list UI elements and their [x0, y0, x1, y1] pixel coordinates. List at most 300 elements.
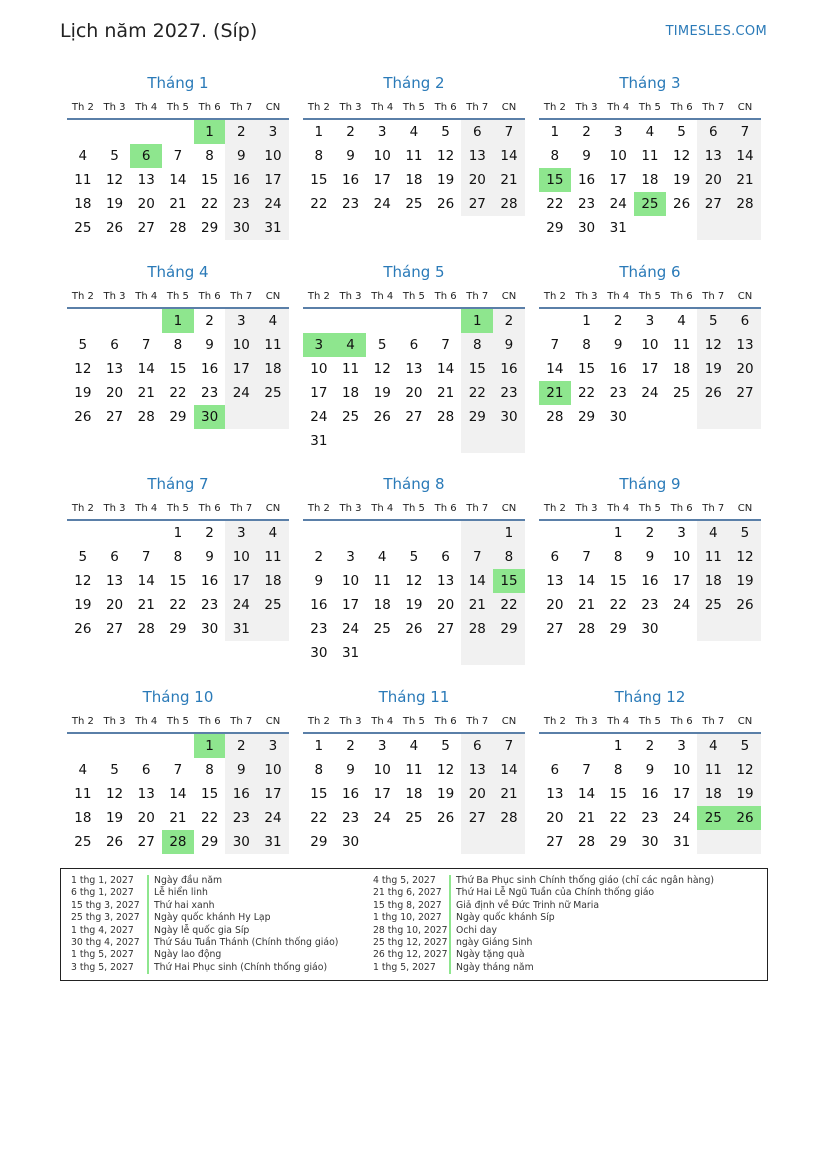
empty-day-cell	[634, 405, 666, 429]
day-cell: 14	[169, 786, 187, 802]
empty-day-cell	[697, 216, 729, 240]
day-cell: 20	[729, 357, 761, 381]
holiday-day-cell: 30	[194, 405, 226, 429]
day-cell: 8	[493, 545, 525, 569]
day-cell: 18	[697, 782, 729, 806]
day-cell: 16	[201, 573, 219, 589]
day-cell: 6	[461, 120, 493, 144]
day-cell: 1	[613, 738, 623, 754]
day-cell: 7	[441, 337, 450, 353]
day-cell: 13	[105, 361, 124, 377]
day-cell: 17	[225, 569, 257, 593]
day-cell: 29	[609, 621, 627, 637]
day-cell: 28	[729, 192, 761, 216]
day-cell: 11	[74, 172, 92, 188]
day-cell: 28	[137, 621, 155, 637]
month-block	[303, 686, 525, 854]
day-cell: 27	[105, 621, 124, 637]
day-cell: 14	[493, 758, 525, 782]
empty-day-cell	[162, 120, 194, 144]
legend-item	[71, 912, 338, 924]
month-block	[303, 473, 525, 665]
day-cell: 3	[677, 738, 686, 754]
legend-marker	[449, 887, 451, 899]
empty-day-cell	[539, 734, 571, 758]
day-cell: 30	[493, 405, 525, 429]
day-cell: 7	[173, 148, 183, 164]
day-cell: 4	[409, 124, 419, 140]
day-cell: 24	[609, 196, 627, 212]
weekday-label: Th 4	[607, 290, 630, 302]
day-cell: 13	[137, 786, 155, 802]
holiday-day-cell: 26	[729, 806, 761, 830]
day-cell: 30	[225, 830, 257, 854]
day-cell: 2	[613, 313, 623, 329]
day-cell: 8	[173, 549, 183, 565]
holiday-day-cell: 28	[162, 830, 194, 854]
day-cell: 13	[137, 172, 155, 188]
day-cell: 2	[225, 120, 257, 144]
day-cell: 3	[225, 309, 257, 333]
day-grid	[303, 521, 525, 665]
day-cell: 7	[493, 120, 525, 144]
day-cell: 1	[550, 124, 560, 140]
day-cell: 10	[225, 545, 257, 569]
month-title: Tháng 2	[383, 74, 445, 92]
day-cell: 15	[609, 786, 627, 802]
day-cell: 6	[550, 549, 560, 565]
day-cell: 6	[441, 549, 450, 565]
empty-day-cell	[666, 617, 698, 641]
day-cell: 20	[546, 597, 564, 613]
day-cell: 7	[173, 762, 183, 778]
day-cell: 9	[645, 549, 655, 565]
day-cell: 23	[225, 192, 257, 216]
day-cell: 12	[437, 148, 455, 164]
day-cell: 25	[405, 196, 423, 212]
day-cell: 18	[74, 196, 92, 212]
legend-date: 15 thg 8, 2027	[373, 899, 442, 911]
holiday-day-cell: 1	[162, 309, 194, 333]
legend-item	[373, 962, 714, 974]
holiday-day-cell: 6	[130, 144, 162, 168]
day-cell: 31	[310, 433, 328, 449]
day-cell: 23	[341, 810, 360, 826]
day-cell: 10	[225, 333, 257, 357]
site-link[interactable]: TIMESLES.COM	[665, 24, 767, 39]
day-cell: 13	[729, 333, 761, 357]
day-cell: 27	[729, 381, 761, 405]
day-cell: 19	[74, 385, 92, 401]
day-cell: 25	[257, 381, 289, 405]
day-cell: 5	[110, 148, 119, 164]
weekday-label: Th 2	[543, 290, 566, 302]
weekday-label: Th 3	[103, 290, 126, 302]
holiday-day-cell: 21	[539, 381, 571, 405]
day-grid	[67, 309, 289, 429]
day-grid	[67, 120, 289, 240]
day-cell: 2	[225, 734, 257, 758]
weekday-label: Th 2	[71, 290, 94, 302]
day-cell: 16	[341, 172, 360, 188]
weekday-label: Th 7	[702, 101, 725, 113]
day-cell: 20	[105, 385, 124, 401]
day-cell: 4	[409, 738, 419, 754]
legend-name: Ngày lao động	[154, 949, 222, 961]
day-cell: 31	[609, 220, 627, 236]
empty-day-cell	[729, 617, 761, 641]
weekday-label: Th 6	[434, 502, 457, 514]
day-cell: 1	[173, 525, 183, 541]
day-cell: 26	[437, 196, 455, 212]
day-cell: 21	[461, 593, 493, 617]
day-cell: 1	[613, 525, 623, 541]
day-cell: 3	[677, 525, 686, 541]
holiday-day-cell: 1	[194, 734, 226, 758]
weekday-label: Th 3	[103, 101, 126, 113]
day-cell: 26	[74, 409, 92, 425]
day-cell: 28	[169, 220, 187, 236]
weekday-label: Th 3	[103, 502, 126, 514]
empty-day-cell	[697, 830, 729, 854]
day-cell: 6	[461, 734, 493, 758]
day-cell: 21	[577, 810, 596, 826]
day-cell: 3	[377, 738, 387, 754]
day-cell: 8	[582, 337, 591, 353]
day-cell: 25	[74, 834, 92, 850]
day-cell: 6	[141, 762, 151, 778]
empty-day-cell	[366, 429, 398, 453]
day-cell: 3	[613, 124, 623, 140]
legend-date: 30 thg 4, 2027	[71, 936, 140, 948]
day-cell: 14	[437, 361, 455, 377]
legend-name: Ngày quốc khánh Hy Lạp	[154, 912, 271, 924]
month-title: Tháng 7	[147, 475, 209, 493]
day-cell: 24	[641, 385, 659, 401]
day-cell: 12	[373, 361, 391, 377]
empty-day-cell	[430, 429, 462, 453]
empty-day-cell	[335, 521, 367, 545]
legend-date: 26 thg 12, 2027	[373, 949, 448, 961]
empty-day-cell	[571, 521, 603, 545]
empty-day-cell	[130, 734, 162, 758]
legend-marker	[147, 937, 149, 949]
weekday-label: Th 4	[607, 715, 630, 727]
weekday-label: Th 7	[230, 715, 253, 727]
day-cell: 8	[205, 148, 214, 164]
day-cell: 18	[673, 361, 691, 377]
day-cell: 23	[201, 597, 219, 613]
weekday-label: Th 6	[198, 290, 221, 302]
legend-date: 25 thg 12, 2027	[373, 936, 448, 948]
empty-day-cell	[162, 734, 194, 758]
day-cell: 31	[257, 216, 289, 240]
day-cell: 14	[493, 144, 525, 168]
day-cell: 18	[405, 172, 423, 188]
day-cell: 10	[373, 762, 391, 778]
legend-name: Thứ Ba Phục sinh Chính thống giáo (chỉ các ngân hàng)	[456, 875, 714, 886]
weekday-label: Th 6	[670, 502, 693, 514]
day-cell: 9	[346, 762, 355, 778]
day-cell: 18	[257, 569, 289, 593]
day-cell: 4	[257, 309, 289, 333]
weekday-label: Th 5	[638, 715, 661, 727]
day-cell: 21	[577, 597, 596, 613]
weekday-label: Th 5	[166, 101, 189, 113]
day-cell: 14	[137, 361, 155, 377]
day-cell: 31	[673, 834, 691, 850]
month-block	[539, 72, 761, 240]
day-cell: 23	[310, 621, 328, 637]
empty-day-cell	[571, 734, 603, 758]
day-cell: 7	[729, 120, 761, 144]
day-cell: 27	[437, 621, 455, 637]
day-cell: 7	[461, 545, 493, 569]
legend-marker	[449, 900, 451, 912]
empty-day-cell	[99, 521, 131, 545]
day-cell: 11	[257, 545, 289, 569]
day-cell: 3	[346, 549, 355, 565]
legend-name: Ngày đầu năm	[154, 875, 223, 886]
day-cell: 21	[169, 810, 187, 826]
day-cell: 6	[697, 120, 729, 144]
weekday-label: CN	[265, 715, 281, 727]
weekday-label: Th 7	[466, 101, 489, 113]
day-cell: 6	[550, 762, 560, 778]
empty-day-cell	[225, 405, 257, 429]
day-cell: 18	[257, 357, 289, 381]
day-cell: 2	[645, 738, 655, 754]
day-cell: 9	[314, 573, 324, 589]
day-cell: 5	[377, 337, 387, 353]
day-cell: 17	[225, 357, 257, 381]
legend-date: 1 thg 4, 2027	[71, 924, 134, 936]
weekday-label: Th 6	[198, 715, 221, 727]
day-cell: 16	[225, 168, 257, 192]
empty-day-cell	[130, 309, 162, 333]
empty-day-cell	[335, 429, 367, 453]
day-cell: 18	[373, 597, 391, 613]
day-cell: 11	[641, 148, 659, 164]
day-cell: 26	[437, 810, 455, 826]
weekday-label: Th 5	[402, 502, 425, 514]
day-cell: 23	[201, 385, 219, 401]
day-cell: 17	[373, 172, 391, 188]
weekday-label: Th 7	[230, 502, 253, 514]
day-cell: 22	[493, 593, 525, 617]
day-cell: 21	[493, 782, 525, 806]
day-cell: 16	[310, 597, 328, 613]
weekday-label: Th 3	[575, 502, 598, 514]
month-block	[303, 261, 525, 453]
day-cell: 17	[609, 172, 627, 188]
day-cell: 1	[314, 738, 324, 754]
empty-day-cell	[130, 521, 162, 545]
weekday-label: Th 6	[434, 101, 457, 113]
legend-marker	[147, 962, 149, 974]
day-cell: 9	[613, 337, 623, 353]
day-cell: 5	[729, 521, 761, 545]
day-cell: 25	[673, 385, 691, 401]
day-cell: 15	[201, 786, 219, 802]
day-cell: 5	[78, 337, 88, 353]
day-grid	[539, 734, 761, 854]
day-cell: 8	[205, 762, 214, 778]
day-cell: 5	[677, 124, 686, 140]
month-block	[67, 686, 289, 854]
month-title: Tháng 3	[619, 74, 681, 92]
weekday-header	[67, 497, 289, 521]
day-cell: 3	[377, 124, 387, 140]
day-cell: 9	[225, 758, 257, 782]
day-cell: 12	[405, 573, 423, 589]
legend-marker	[449, 962, 451, 974]
weekday-label: CN	[501, 101, 517, 113]
day-grid	[303, 120, 525, 216]
weekday-label: Th 4	[371, 502, 394, 514]
day-cell: 22	[577, 385, 596, 401]
month-block	[303, 72, 525, 216]
empty-day-cell	[366, 521, 398, 545]
day-cell: 30	[577, 220, 596, 236]
day-cell: 7	[582, 549, 591, 565]
day-cell: 8	[461, 333, 493, 357]
weekday-label: Th 2	[307, 715, 330, 727]
day-cell: 28	[137, 409, 155, 425]
empty-day-cell	[461, 521, 493, 545]
day-cell: 26	[105, 834, 124, 850]
day-cell: 27	[137, 834, 155, 850]
day-cell: 29	[201, 834, 219, 850]
day-grid	[303, 309, 525, 453]
holiday-day-cell: 1	[194, 120, 226, 144]
month-title: Tháng 10	[142, 688, 214, 706]
legend-name: Thứ Sáu Tuần Thánh (Chính thống giáo)	[154, 936, 339, 948]
legend-item	[373, 875, 714, 887]
day-cell: 19	[729, 569, 761, 593]
day-cell: 2	[314, 549, 324, 565]
day-cell: 27	[697, 192, 729, 216]
empty-day-cell	[729, 830, 761, 854]
day-cell: 30	[225, 216, 257, 240]
weekday-label: Th 2	[307, 101, 330, 113]
day-cell: 17	[257, 782, 289, 806]
legend-item	[373, 900, 714, 912]
legend-column-left	[71, 875, 338, 974]
day-cell: 5	[729, 734, 761, 758]
day-cell: 13	[105, 573, 124, 589]
weekday-header	[539, 497, 761, 521]
weekday-header	[539, 710, 761, 734]
day-cell: 16	[577, 172, 596, 188]
day-cell: 18	[697, 569, 729, 593]
weekday-label: Th 6	[670, 715, 693, 727]
legend-name: Ngày lễ quốc gia Síp	[154, 924, 250, 936]
day-cell: 2	[346, 738, 355, 754]
day-cell: 2	[205, 313, 214, 329]
day-cell: 24	[257, 806, 289, 830]
empty-day-cell	[67, 309, 99, 333]
day-cell: 10	[609, 148, 627, 164]
day-cell: 30	[609, 409, 627, 425]
empty-day-cell	[130, 120, 162, 144]
day-grid	[539, 120, 761, 240]
empty-day-cell	[666, 216, 698, 240]
day-cell: 12	[105, 172, 124, 188]
day-cell: 22	[609, 597, 627, 613]
empty-day-cell	[729, 405, 761, 429]
day-cell: 19	[373, 385, 391, 401]
day-cell: 27	[137, 220, 155, 236]
day-cell: 20	[461, 782, 493, 806]
day-cell: 14	[461, 569, 493, 593]
legend-marker	[147, 900, 149, 912]
legend-name: Ngày quốc khánh Síp	[456, 912, 555, 924]
legend-name: ngày Giáng Sinh	[456, 936, 533, 948]
day-cell: 4	[257, 521, 289, 545]
legend-item	[373, 925, 714, 937]
day-cell: 4	[78, 762, 88, 778]
legend-marker	[449, 875, 451, 887]
day-cell: 14	[137, 573, 155, 589]
day-cell: 30	[310, 645, 328, 661]
legend-marker	[449, 937, 451, 949]
weekday-label: Th 6	[434, 715, 457, 727]
month-block	[539, 686, 761, 854]
empty-day-cell	[461, 429, 493, 453]
day-cell: 13	[546, 786, 564, 802]
day-cell: 18	[341, 385, 360, 401]
month-title: Tháng 11	[378, 688, 450, 706]
day-cell: 2	[493, 309, 525, 333]
day-cell: 31	[225, 617, 257, 641]
weekday-label: Th 3	[339, 502, 362, 514]
day-cell: 8	[314, 148, 324, 164]
day-cell: 11	[74, 786, 92, 802]
day-cell: 30	[641, 621, 659, 637]
day-cell: 13	[405, 361, 423, 377]
weekday-label: CN	[737, 715, 753, 727]
weekday-label: Th 3	[575, 290, 598, 302]
weekday-label: Th 2	[307, 502, 330, 514]
day-cell: 8	[613, 762, 623, 778]
day-cell: 2	[645, 525, 655, 541]
day-cell: 16	[201, 361, 219, 377]
day-cell: 4	[697, 734, 729, 758]
day-cell: 14	[169, 172, 187, 188]
day-grid	[67, 521, 289, 641]
day-cell: 21	[169, 196, 187, 212]
day-cell: 4	[697, 521, 729, 545]
empty-day-cell	[493, 429, 525, 453]
weekday-header	[67, 96, 289, 120]
empty-day-cell	[398, 830, 430, 854]
legend-date: 15 thg 3, 2027	[71, 899, 140, 911]
empty-day-cell	[398, 309, 430, 333]
day-cell: 1	[493, 521, 525, 545]
legend-name: Thứ hai xanh	[154, 899, 215, 911]
day-cell: 23	[225, 806, 257, 830]
empty-day-cell	[335, 309, 367, 333]
weekday-label: Th 5	[402, 715, 425, 727]
month-block	[67, 261, 289, 429]
day-cell: 16	[641, 786, 659, 802]
day-cell: 5	[441, 738, 450, 754]
day-cell: 20	[437, 597, 455, 613]
day-cell: 15	[310, 172, 328, 188]
weekday-header	[303, 285, 525, 309]
weekday-label: Th 2	[543, 101, 566, 113]
